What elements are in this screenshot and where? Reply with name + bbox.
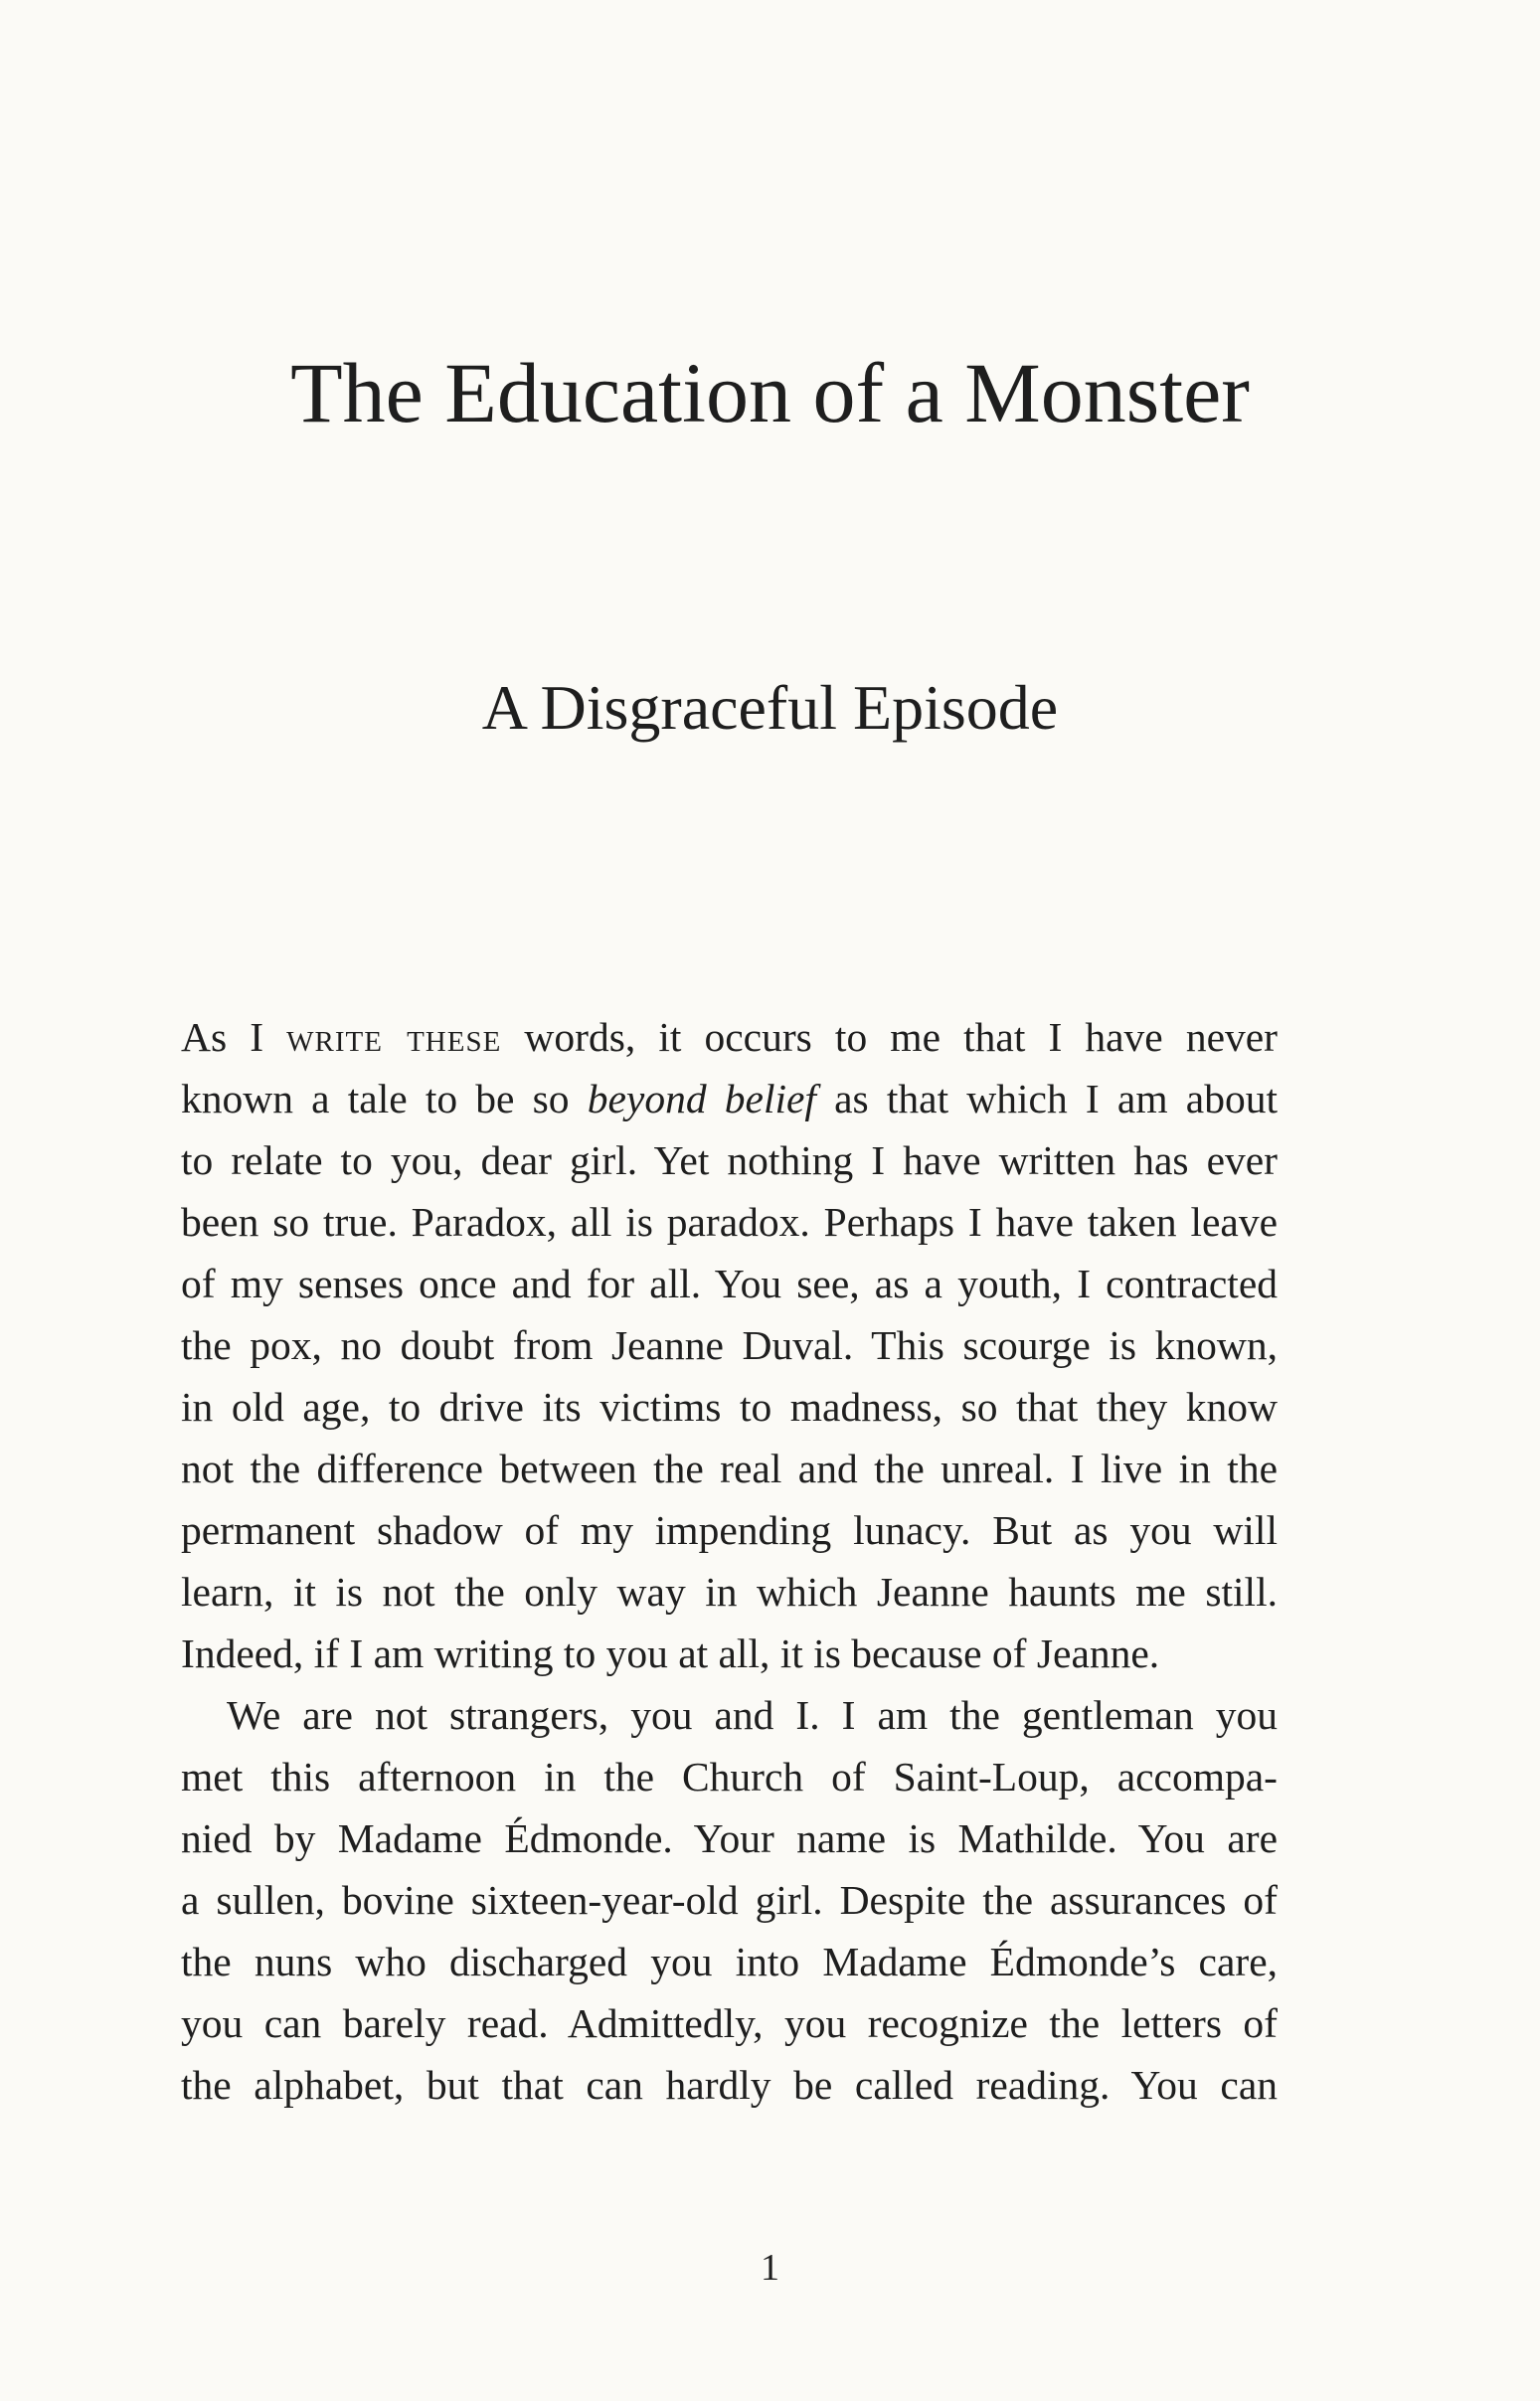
text-line: met this afternoon in the Church of Saint-Loup, accompa-: [181, 1754, 1278, 1800]
text-line: the nuns who discharged you into Madame Édmonde’s care,: [181, 1939, 1278, 1984]
text-line: known a tale to be so beyond belief as that which I am about: [181, 1076, 1278, 1121]
text-line: Indeed, if I am writing to you at all, it is because of Jeanne.: [181, 1630, 1160, 1676]
text-line: to relate to you, dear girl. Yet nothing I have written has ever: [181, 1137, 1278, 1183]
text-line: nied by Madame Édmonde. Your name is Mathilde. You are: [181, 1815, 1278, 1861]
text-line: permanent shadow of my impending lunacy. But as you will: [181, 1507, 1278, 1553]
paragraph-1: [181, 1006, 1278, 1684]
book-title: The Education of a Monster: [290, 345, 1250, 440]
text-line: been so true. Paradox, all is paradox. Perhaps I have taken leave: [181, 1199, 1278, 1245]
text-line: not the difference between the real and the unreal. I live in the: [181, 1446, 1278, 1491]
text-line: As I write these words, it occurs to me that I have never: [181, 1014, 1278, 1060]
chapter-title: A Disgraceful Episode: [481, 672, 1059, 743]
small-caps-opening: write these: [286, 1014, 502, 1060]
text-line: of my senses once and for all. You see, as a youth, I contracted: [181, 1261, 1278, 1306]
italic-phrase: beyond belief: [587, 1076, 816, 1121]
body-text: [181, 1006, 1278, 2116]
text-line: We are not strangers, you and I. I am the gentleman you: [227, 1692, 1278, 1738]
text-line: in old age, to drive its victims to madness, so that they know: [181, 1384, 1278, 1430]
page-number: 1: [761, 2247, 779, 2289]
text-line: you can barely read. Admittedly, you recognize the letters of: [181, 2000, 1278, 2046]
paragraph-2: [181, 1684, 1278, 2116]
text-line: a sullen, bovine sixteen-year-old girl. Despite the assurances of: [181, 1877, 1278, 1923]
text-line: the alphabet, but that can hardly be called reading. You can: [181, 2062, 1278, 2108]
text-line: the pox, no doubt from Jeanne Duval. This scourge is known,: [181, 1322, 1278, 1368]
text-line: learn, it is not the only way in which Jeanne haunts me still.: [181, 1569, 1278, 1615]
